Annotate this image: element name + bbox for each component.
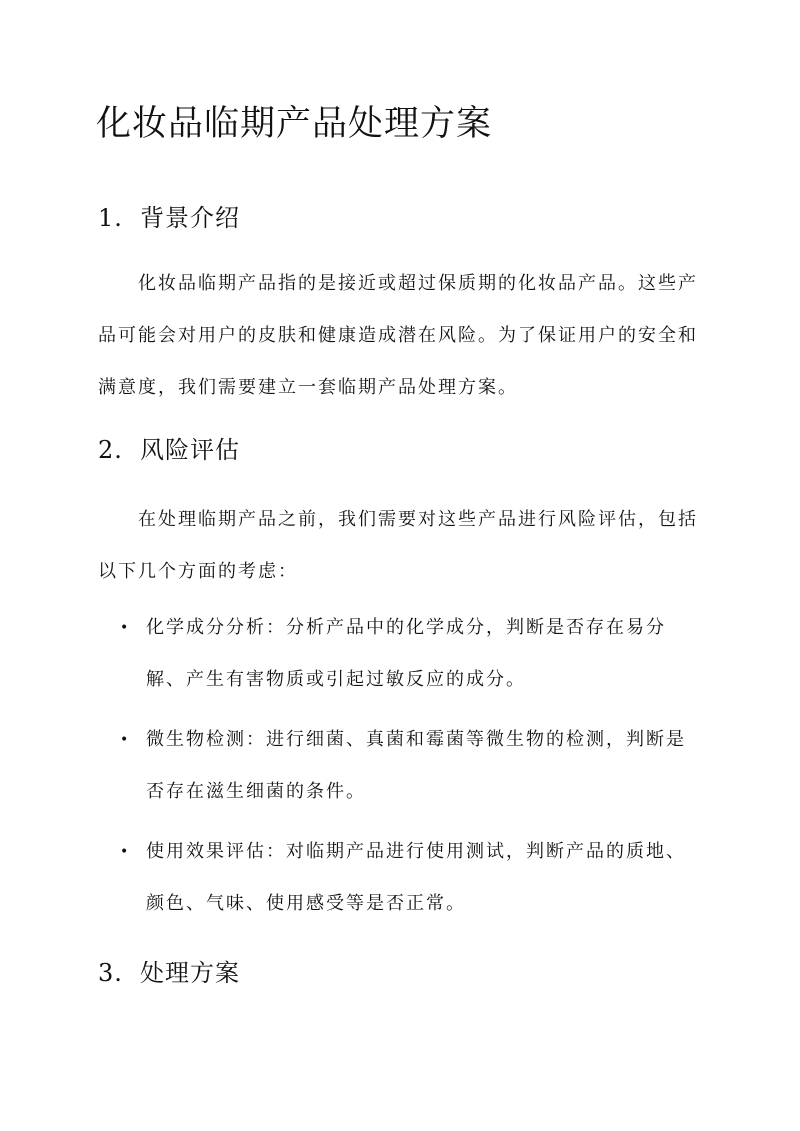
section-heading-risk-assessment (98, 430, 240, 465)
section-heading-handling-plan (98, 953, 240, 988)
section-number: 1. (98, 204, 123, 232)
document-title: 化妆品临期产品处理方案 (96, 104, 493, 144)
background-paragraph: 化妆品临期产品指的是接近或超过保质期的化妆品产品。这些产品可能会对用户的皮肤和健康造成潜在风险。为了保证用户的安全和满意度，我们需要建立一套临期产品处理方案。 (98, 273, 698, 398)
list-item-text: 使用效果评估：对临期产品进行使用测试，判断产品的质地、颜色、气味、使用感受等是否正常。 (146, 841, 686, 914)
section-number: 3. (98, 959, 123, 987)
section-title: 处理方案 (140, 959, 240, 987)
bullet-icon: • (120, 732, 131, 748)
list-item-text: 化学成分分析：分析产品中的化学成分，判断是否存在易分解、产生有害物质或引起过敏反应的成分。 (146, 617, 666, 690)
list-item-text: 微生物检测：进行细菌、真菌和霉菌等微生物的检测，判断是否存在滋生细菌的条件。 (146, 729, 686, 802)
list-item (120, 714, 700, 818)
risk-assessment-paragraph: 在处理临期产品之前，我们需要对这些产品进行风险评估，包括以下几个方面的考虑： (98, 509, 698, 582)
list-item (120, 602, 700, 706)
bullet-icon: • (120, 620, 131, 636)
section-title: 风险评估 (140, 436, 240, 464)
section-heading-background (98, 198, 240, 233)
section-title: 背景介绍 (140, 204, 240, 232)
section-number: 2. (98, 436, 123, 464)
bullet-icon: • (120, 844, 131, 860)
list-item (120, 826, 700, 930)
